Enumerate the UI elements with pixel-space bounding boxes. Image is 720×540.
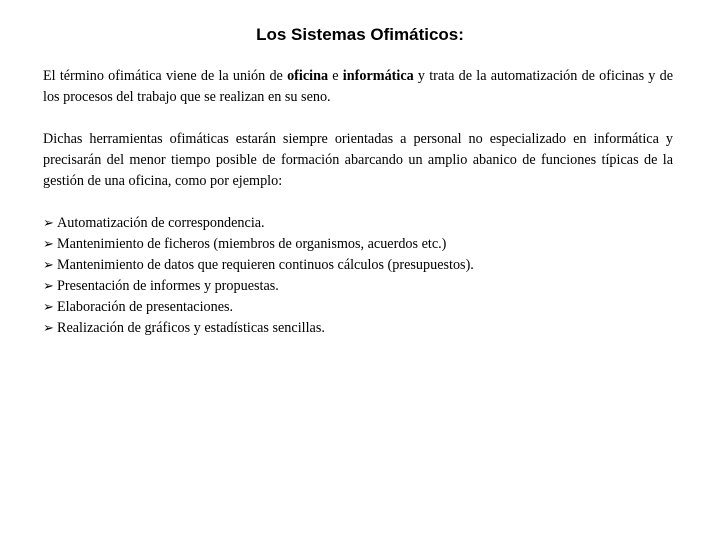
list-item [43,276,474,297]
list-item [43,255,474,276]
intro-text-3: y trata de la automatización de oficinas y de los procesos del trabajo que se realizan en su seno. [43,68,674,105]
list-item [43,213,474,234]
list-item-text: Mantenimiento de datos que requieren continuos cálculos (presupuestos). [57,257,474,273]
intro-text-1: El término ofimática viene de la unión de [43,68,288,84]
page-title: Los Sistemas Ofimáticos: [256,25,464,44]
intro-paragraph [43,66,673,108]
intro-bold-informatica: informática [342,68,414,84]
list-item-text: Elaboración de presentaciones. [57,299,234,315]
examples-list [43,213,474,339]
list-item [43,297,474,318]
list-item-text: Presentación de informes y propuestas. [57,278,279,294]
list-item [43,318,474,339]
list-item-text: Automatización de correspondencia. [57,215,265,231]
list-item [43,234,474,255]
intro-text-2: e [328,68,343,84]
arrow-bullet-icon: ➢ [43,216,54,231]
intro-bold-oficina: oficina [287,68,329,84]
list-item-text: Mantenimiento de ficheros (miembros de organismos, acuerdos etc.) [57,236,447,252]
arrow-bullet-icon: ➢ [43,300,54,315]
list-item-text: Realización de gráficos y estadísticas sencillas. [57,320,325,336]
arrow-bullet-icon: ➢ [43,237,54,252]
arrow-bullet-icon: ➢ [43,321,54,336]
arrow-bullet-icon: ➢ [43,279,54,294]
tools-paragraph: Dichas herramientas ofimáticas estarán siempre orientadas a personal no especializado en informática y precisarán del menor tiempo posible de formación abarcando un amplio abanico de funciones típicas de la gestión de una oficina, como por ejemplo: [43,131,673,189]
arrow-bullet-icon: ➢ [43,258,54,273]
